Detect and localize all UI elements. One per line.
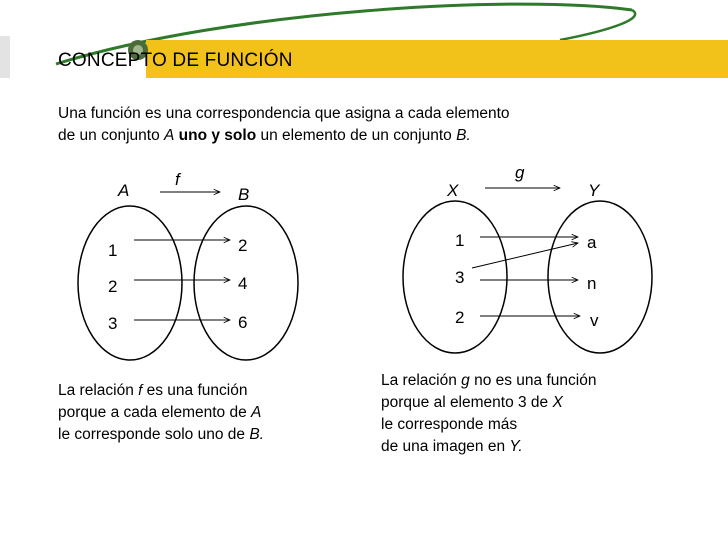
- set-y-label: Y: [588, 181, 600, 200]
- codomain-element: 4: [238, 274, 248, 293]
- function-f-label: f: [175, 170, 180, 189]
- caption-text: La relación: [58, 382, 139, 399]
- left-caption-line-3: [58, 424, 264, 446]
- definition-text-part: un elemento de un conjunto: [256, 127, 457, 144]
- definition-line-1: Una función es una correspondencia que asigna a cada elemento: [58, 105, 510, 122]
- set-a-ellipse: [78, 206, 182, 360]
- x-variable: X: [552, 394, 563, 411]
- g-variable: g: [461, 372, 470, 389]
- codomain-element: 6: [238, 313, 248, 332]
- left-diagram: [78, 170, 298, 360]
- domain-element: 3: [108, 314, 118, 333]
- domain-element: 1: [108, 241, 118, 260]
- right-diagram: [403, 163, 652, 353]
- right-caption-line-3: le corresponde más: [381, 416, 518, 433]
- right-caption-line-1: [381, 370, 596, 392]
- left-caption: [58, 380, 264, 446]
- left-caption-line-2: [58, 402, 264, 424]
- codomain-element: 2: [238, 236, 248, 255]
- caption-text: porque al elemento 3 de: [381, 394, 553, 411]
- right-caption-line-2: [381, 392, 596, 414]
- caption-text: La relación: [381, 372, 462, 389]
- f-variable: f: [138, 382, 143, 399]
- y-variable: Y.: [509, 438, 523, 455]
- set-b-label: B: [238, 185, 250, 204]
- caption-text: es una función: [142, 382, 248, 399]
- domain-element: 2: [108, 277, 118, 296]
- codomain-element: v: [590, 311, 599, 330]
- a-variable: A: [251, 404, 262, 421]
- set-y-ellipse: [548, 201, 652, 353]
- caption-text: no es una función: [469, 372, 597, 389]
- left-caption-line-1: [58, 380, 264, 402]
- set-a-label: A: [118, 181, 130, 200]
- codomain-element: n: [587, 274, 597, 293]
- b-variable: B.: [249, 426, 264, 443]
- set-x-label: X: [447, 181, 459, 200]
- definition-text-part: de un conjunto: [58, 127, 165, 144]
- page-title: CONCEPTO DE FUNCIÓN: [58, 50, 293, 71]
- codomain-element: a: [587, 233, 597, 252]
- caption-text: de una imagen en: [381, 438, 510, 455]
- set-a-variable: A: [164, 127, 175, 144]
- mapping-arrow: [472, 243, 578, 268]
- domain-element: 1: [455, 231, 465, 250]
- relation-g-label: g: [515, 163, 525, 182]
- set-b-variable: B.: [456, 127, 471, 144]
- caption-text: le corresponde solo uno de: [58, 426, 250, 443]
- domain-element: 3: [455, 268, 465, 287]
- domain-element: 2: [455, 308, 465, 327]
- caption-text: porque a cada elemento de: [58, 404, 252, 421]
- right-caption: [381, 370, 596, 458]
- uno-y-solo-emphasis: uno y solo: [174, 127, 257, 144]
- right-caption-line-4: [381, 436, 596, 458]
